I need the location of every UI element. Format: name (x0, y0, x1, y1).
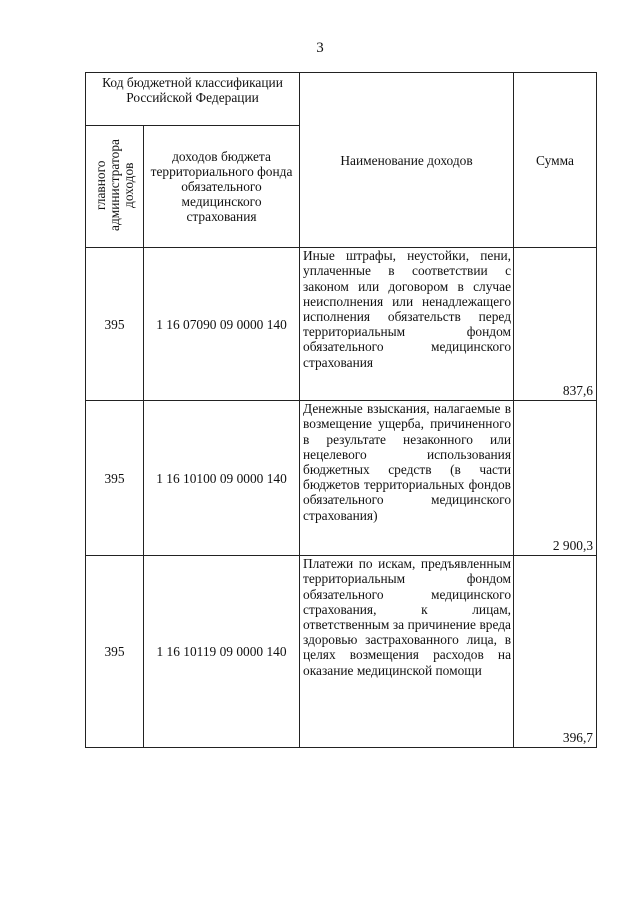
table-row (86, 401, 597, 556)
income-code-cell: 1 16 10100 09 0000 140 (144, 401, 300, 556)
income-code-cell: 1 16 10119 09 0000 140 (144, 556, 300, 748)
income-name-cell: Платежи по искам, предъявленным территориальным фондом обязательного медицинского страхования, к лицам, ответственным за причинение вреда здоровью застрахованного лица, в целях возмещения расходов на оказание медицинской помощи (300, 556, 514, 748)
page-number: 3 (316, 40, 324, 56)
income-table (85, 72, 597, 748)
admin-header-cell (86, 126, 144, 248)
sum-cell: 396,7 (514, 556, 597, 748)
table-row (86, 248, 597, 401)
income-code-cell: 1 16 07090 09 0000 140 (144, 248, 300, 401)
sum-header: Сумма (514, 73, 597, 248)
admin-code-cell: 395 (86, 401, 144, 556)
budget-classification-header: Код бюджетной классификации Российской Федерации (86, 73, 300, 126)
admin-code-cell: 395 (86, 556, 144, 748)
income-name-cell: Денежные взыскания, налагаемые в возмещение ущерба, причиненного в результате незаконного или нецелевого использования бюджетных средств (в части бюджетов территориальных фондов обязательного медицинского страхования) (300, 401, 514, 556)
income-code-header: доходов бюджета территориального фонда обязательного медицинского страхования (144, 126, 300, 248)
admin-code-cell: 395 (86, 248, 144, 401)
sum-cell: 2 900,3 (514, 401, 597, 556)
income-name-header: Наименование доходов (300, 73, 514, 248)
table-header-row (86, 73, 597, 126)
admin-header: главного администратора доходов (92, 139, 136, 231)
sum-cell: 837,6 (514, 248, 597, 401)
table-row (86, 556, 597, 748)
income-name-cell: Иные штрафы, неустойки, пени, уплаченные в соответствии с законом или договором в случае неисполнения или ненадлежащего исполнения обязательств перед территориальным фондом обязательного медицинского страхования (300, 248, 514, 401)
